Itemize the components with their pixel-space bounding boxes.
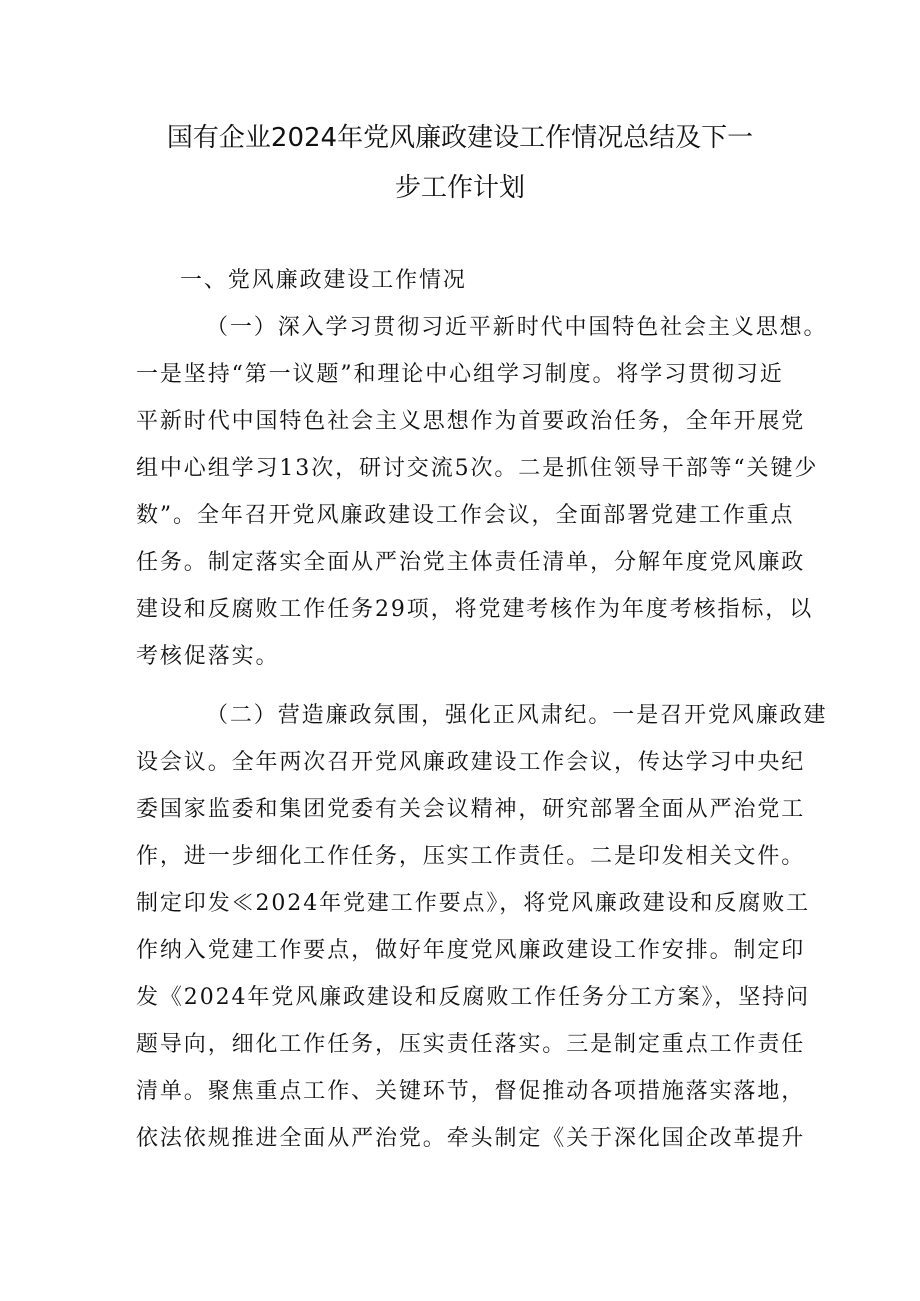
paragraph-1 bbox=[136, 304, 828, 680]
paragraph-line: 设会议。全年两次召开党风廉政建设工作会议，传达学习中央纪 bbox=[136, 750, 806, 775]
paragraph-line: 组中心组学习13次，研讨交流5次。二是抓住领导干部等“关键少 bbox=[136, 456, 819, 481]
paragraph-line: （二）营造廉政氛围，强化正风肃纪。一是召开党风廉政建 bbox=[206, 703, 828, 728]
paragraph-line: 考核促落实。 bbox=[136, 644, 280, 669]
paragraph-line: 题导向，细化工作任务，压实责任落实。三是制定重点工作责任 bbox=[136, 1032, 806, 1057]
paragraph-line: 委国家监委和集团党委有关会议精神，研究部署全面从严治党工 bbox=[136, 797, 806, 822]
paragraph-line: 数”。全年召开党风廉政建设工作会议，全面部署党建工作重点 bbox=[136, 503, 795, 528]
section-heading bbox=[136, 257, 796, 304]
paragraph-line: 制定印发≪2024年党建工作要点》，将党风廉政建设和反腐败工 bbox=[136, 891, 810, 916]
paragraph-line: 依法依规推进全面从严治党。牵头制定《关于深化国企改革提升 bbox=[136, 1126, 806, 1151]
paragraph-line: （一）深入学习贯彻习近平新时代中国特色社会主义思想。 bbox=[206, 315, 828, 340]
paragraph-line: 任务。制定落实全面从严治党主体责任清单，分解年度党风廉政 bbox=[136, 550, 806, 575]
document-title-line-1: 国有企业2024年党风廉政建设工作情况总结及下一 bbox=[166, 123, 754, 153]
paragraph-line: 发《2024年党风廉政建设和反腐败工作任务分工方案》，坚持问 bbox=[136, 985, 810, 1010]
paragraph-line: 清单。聚焦重点工作、关键环节，督促推动各项措施落实落地， bbox=[136, 1079, 806, 1104]
paragraph-line: 一是坚持“第一议题”和理论中心组学习制度。将学习贯彻习近 bbox=[136, 362, 784, 387]
paragraph-line: 作，进一步细化工作任务，压实工作责任。二是印发相关文件。 bbox=[136, 844, 806, 869]
paragraph-line: 作纳入党建工作要点，做好年度党风廉政建设工作安排。制定印 bbox=[136, 938, 806, 963]
paragraph-line: 平新时代中国特色社会主义思想作为首要政治任务，全年开展党 bbox=[136, 409, 806, 434]
paragraph-line: 建设和反腐败工作任务29项，将党建考核作为年度考核指标，以 bbox=[136, 597, 814, 622]
paragraph-2 bbox=[136, 692, 828, 1162]
heading-text: 一、党风廉政建设工作情况 bbox=[180, 268, 467, 293]
document-title-line-2: 步工作计划 bbox=[394, 173, 525, 203]
